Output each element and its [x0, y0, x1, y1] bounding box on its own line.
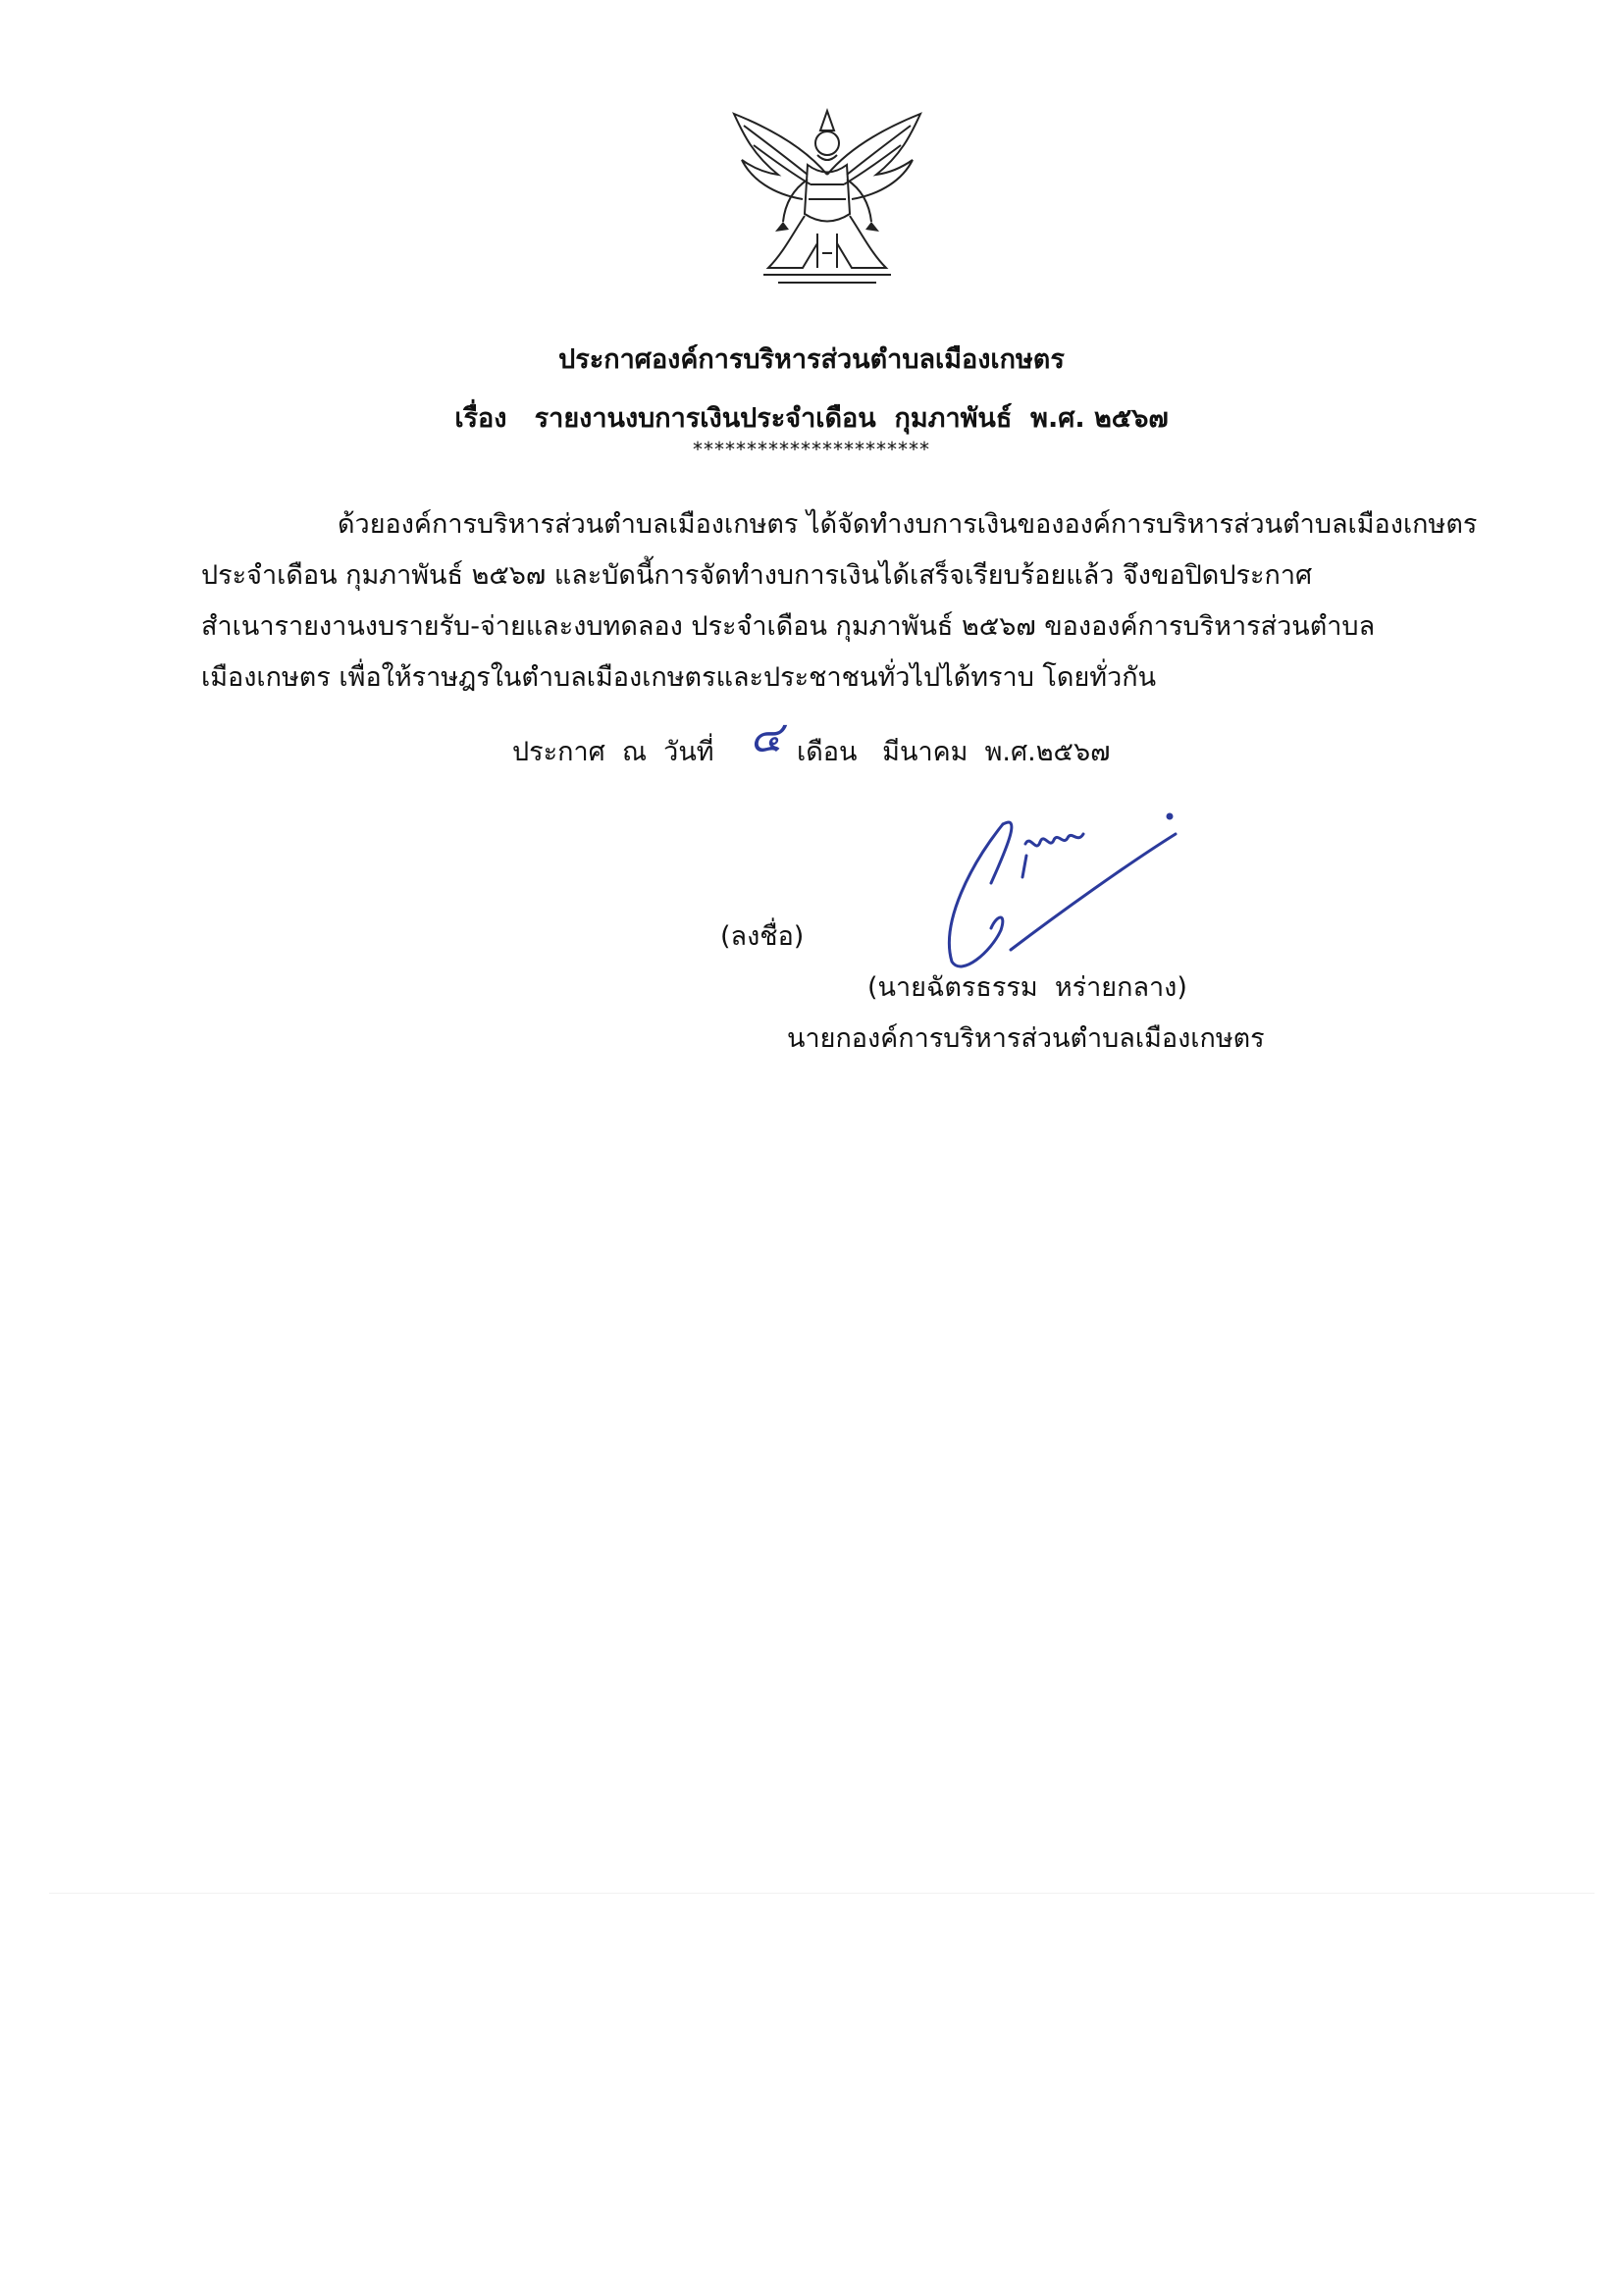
body-paragraph-line-3: สำเนารายงานงบรายรับ-จ่ายและงบทดลอง ประจำเดือน กุมภาพันธ์ ๒๕๖๗ ขององค์การบริหารส่วนตำบล: [201, 611, 1376, 642]
announcement-month-year: เดือน มีนาคม พ.ศ.๒๕๖๗: [797, 737, 1111, 767]
signature-label: (ลงชื่อ): [720, 921, 805, 952]
signer-position: นายกองค์การบริหารส่วนตำบลเมืองเกษตร: [787, 1023, 1265, 1054]
announcement-date-prefix: ประกาศ ณ วันที่: [512, 737, 714, 767]
body-paragraph-line-2: ประจำเดือน กุมภาพันธ์ ๒๕๖๗ และบัดนี้การจัดทำงบการเงินได้เสร็จเรียบร้อยแล้ว จึงขอปิดประกาศ: [201, 560, 1313, 591]
body-paragraph-line-1: ด้วยองค์การบริหารส่วนตำบลเมืองเกษตร ได้จัดทำงบการเงินขององค์การบริหารส่วนตำบลเมืองเกษตร: [338, 509, 1478, 540]
title-separator: **********************: [693, 438, 930, 461]
handwritten-signature-icon: [932, 805, 1197, 981]
garuda-emblem-icon: [724, 106, 930, 292]
announcement-day-handwritten: ๔: [750, 712, 783, 762]
document-subject: เรื่อง รายงานงบการเงินประจำเดือน กุมภาพันธ์ พ.ศ. ๒๕๖๗: [454, 403, 1169, 434]
page-divider: [49, 1893, 1595, 1894]
document-title: ประกาศองค์การบริหารส่วนตำบลเมืองเกษตร: [558, 344, 1065, 375]
signer-name: (นายฉัตรธรรม หร่ายกลาง): [867, 972, 1187, 1003]
body-paragraph-line-4: เมืองเกษตร เพื่อให้ราษฎรในตำบลเมืองเกษตรและประชาชนทั่วไปได้ทราบ โดยทั่วกัน: [201, 662, 1157, 693]
